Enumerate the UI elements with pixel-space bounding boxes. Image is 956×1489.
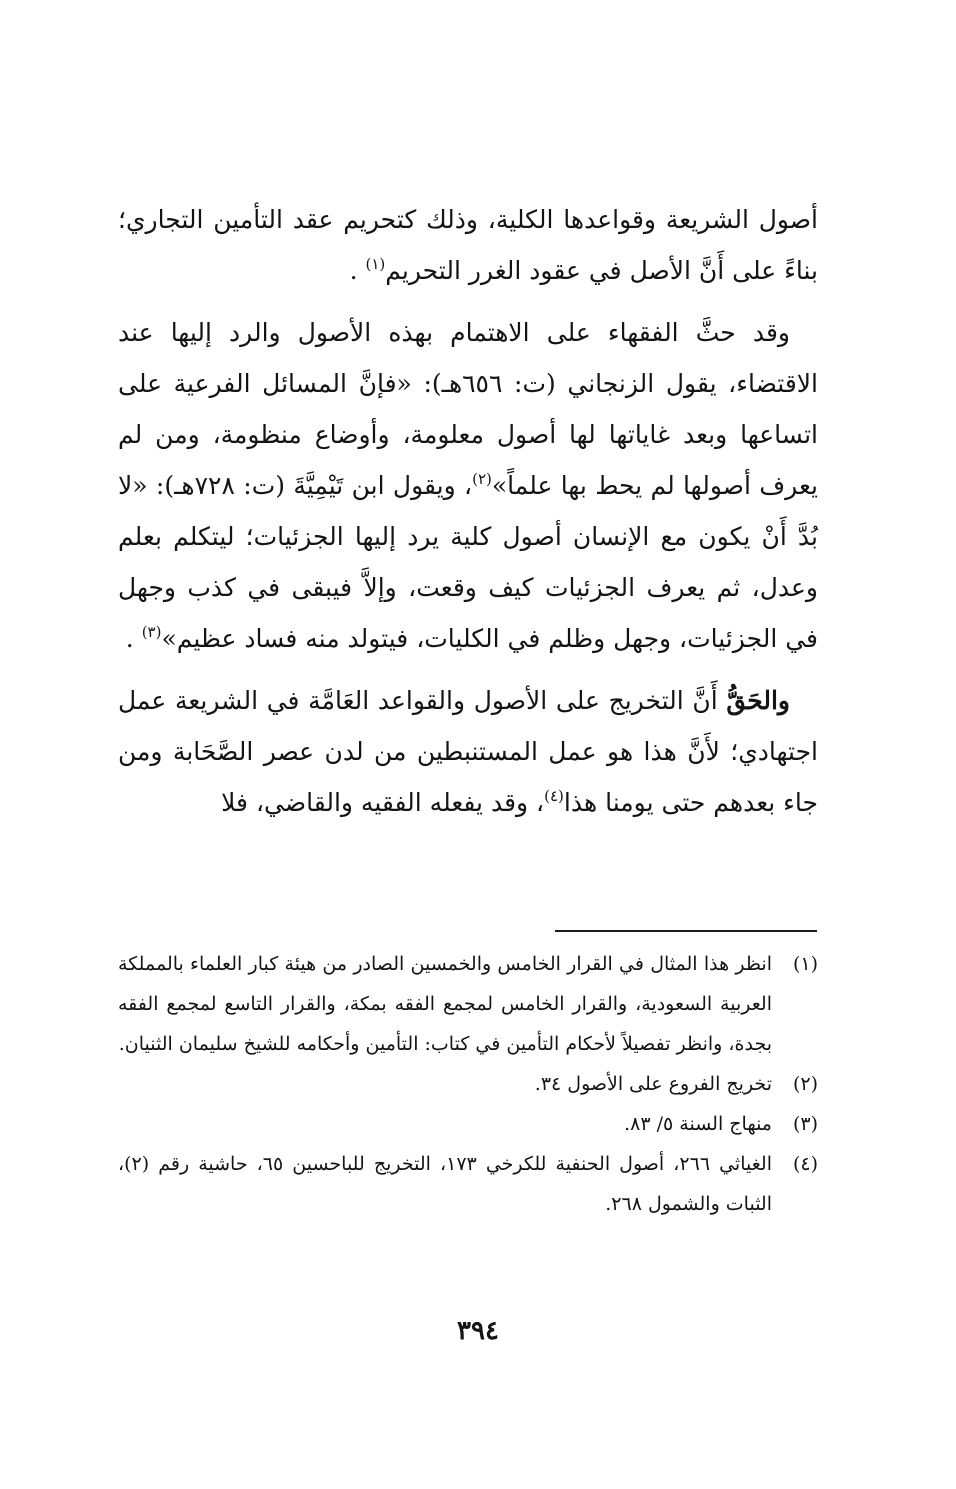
footnote-ref: (٣) bbox=[141, 623, 162, 641]
footnote-number: (٢) bbox=[792, 1073, 818, 1095]
main-text bbox=[118, 194, 818, 839]
paragraph-tail: . bbox=[125, 624, 142, 653]
paragraph-text: أَنَّ التخريج على الأصول والقواعد العَامَّة في الشريعة عمل اجتهادي؛ لأَنَّ هذا هو عمل المستنبطين من لدن عصر الصَّحَابة ومن جاء بعدهم حتى يومنا هذا bbox=[118, 686, 818, 817]
footnote-number: (٤) bbox=[792, 1153, 818, 1175]
paragraph-text: وقد حثَّ الفقهاء على الاهتمام بهذه الأصول والرد إليها عند الاقتضاء، يقول الزنجاني (ت: ٦٥٦هـ): «فإنَّ المسائل الفرعية على اتساعها وبعد غاياتها لها أصول معلومة، وأوضاع منظومة، ومن لم يعرف أصولها لم يحط بها علماً» bbox=[118, 318, 818, 500]
footnote-number: (١) bbox=[792, 953, 818, 975]
body-text bbox=[118, 194, 818, 828]
footnote-ref: (٤) bbox=[544, 787, 564, 805]
paragraph-2 bbox=[118, 307, 818, 664]
footnote-number: (٣) bbox=[792, 1113, 818, 1135]
footnote-ref: (١) bbox=[365, 255, 386, 273]
paragraph-tail: . bbox=[349, 256, 366, 285]
footnotes bbox=[118, 944, 818, 1224]
footnote-text: انظر هذا المثال في القرار الخامس والخمسين الصادر من هيئة كبار العلماء بالمملكة العربية السعودية، والقرار الخامس لمجمع الفقه بمكة، والقرار التاسع لمجمع الفقه بجدة، وانظر تفصيلاً لأحكام التأمين في كتاب: التأمين وأحكامه للشيخ سليمان الثنيان. bbox=[118, 953, 772, 1055]
footnote-separator bbox=[555, 930, 817, 932]
paragraph-tail: ، ويقول ابن تَيْمِيَّةَ (ت: ٧٢٨هـ): «لا بُدَّ أَنْ يكون مع الإنسان أصول كلية يرد إليها الجزئيات؛ ليتكلم بعلم وعدل، ثم يعرف الجزئيات كيف وقعت، وإلاَّ فيبقى في كذب وجهل في الجزئيات، وجهل وظلم في الكليات، فيتولد منه فساد عظيم» bbox=[118, 471, 818, 653]
footnote-text: تخريج الفروع على الأصول ٣٤. bbox=[534, 1073, 772, 1095]
footnote-ref: (٢) bbox=[472, 470, 492, 488]
footnote-text: الغياثي ٢٦٦، أصول الحنفية للكرخي ١٧٣، التخريج للباحسين ٦٥، حاشية رقم (٢)، الثبات والشمول ٢٦٨. bbox=[118, 1153, 772, 1215]
footnote-2 bbox=[118, 1064, 818, 1104]
paragraph-tail: ، وقد يفعله الفقيه والقاضي، فلا bbox=[221, 788, 545, 817]
paragraph-3 bbox=[118, 675, 818, 828]
footnote-4 bbox=[118, 1144, 818, 1224]
page-number: ٣٩٤ bbox=[457, 1316, 499, 1346]
footnote-3 bbox=[118, 1104, 818, 1144]
footnote-text: منهاج السنة ٥/ ٨٣. bbox=[624, 1113, 772, 1135]
footnote-1 bbox=[118, 944, 818, 1064]
paragraph-1 bbox=[118, 194, 818, 296]
paragraph-text: أصول الشريعة وقواعدها الكلية، وذلك كتحريم عقد التأمين التجاري؛ بناءً على أَنَّ الأصل في عقود الغرر التحريم bbox=[118, 205, 818, 285]
paragraph-lead: والحَقُّ bbox=[726, 686, 790, 715]
